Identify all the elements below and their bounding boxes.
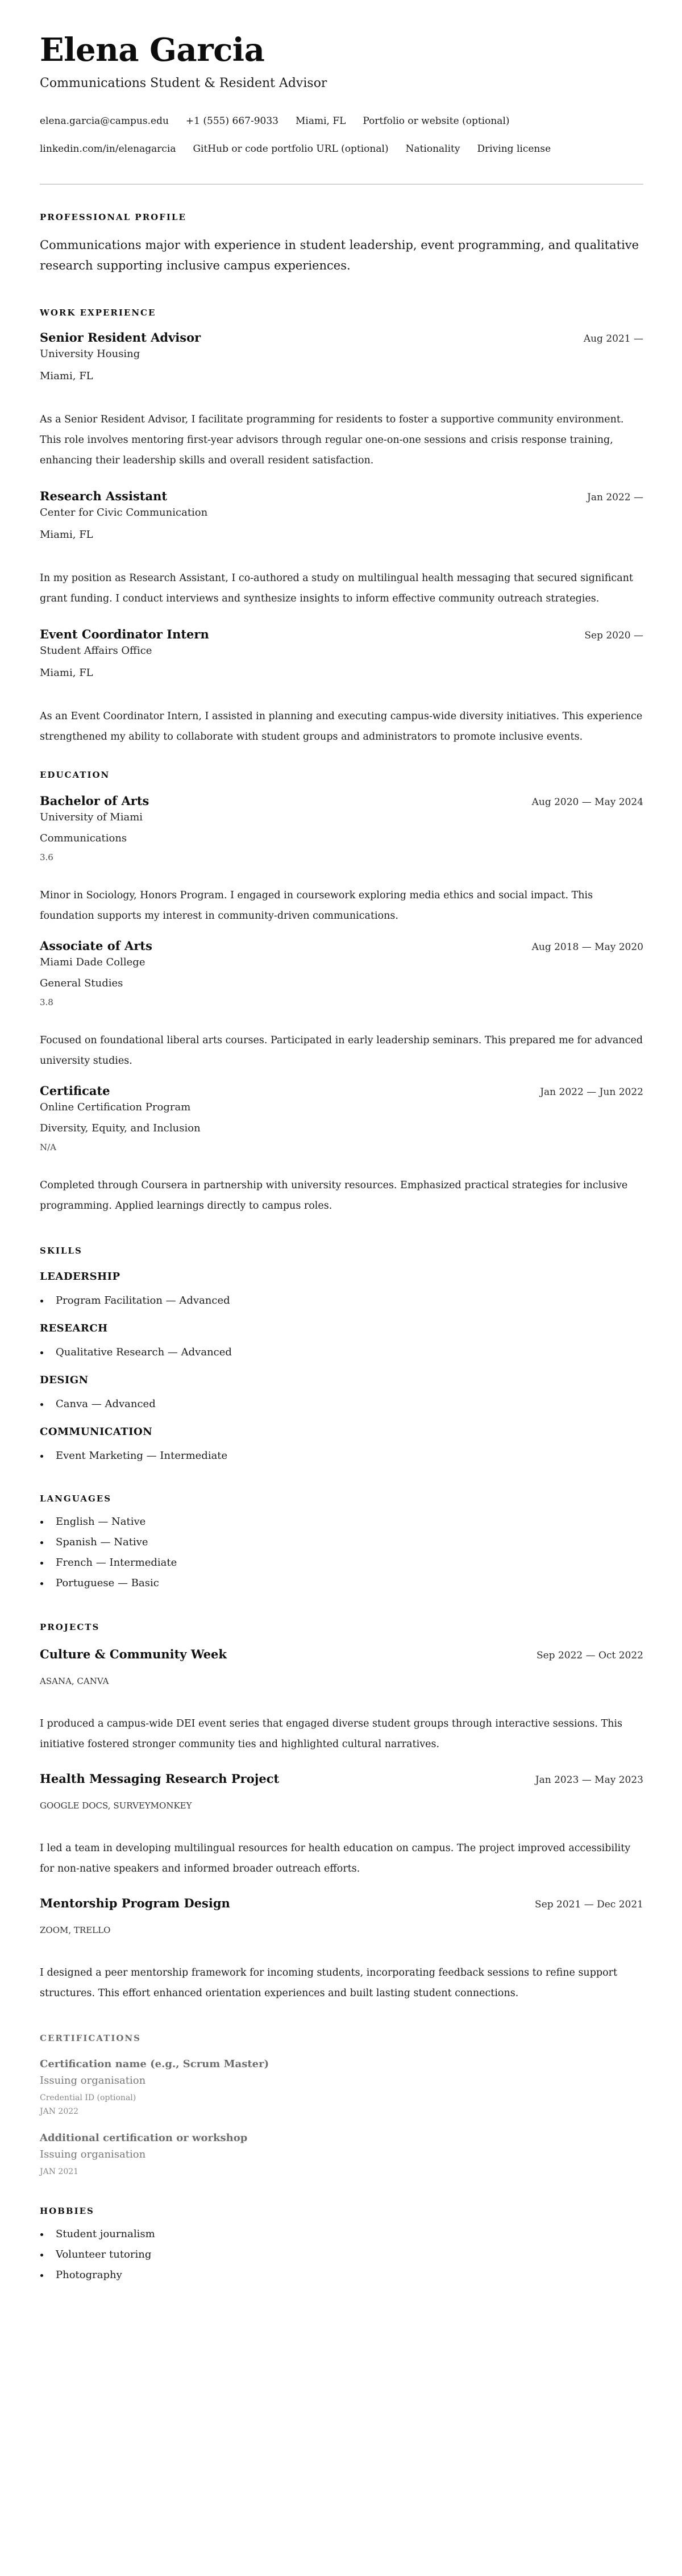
certification-entry	[40, 2058, 643, 2116]
project-name: Health Messaging Research Project	[40, 1771, 280, 1786]
contact-github[interactable]: GitHub or code portfolio URL (optional)	[193, 143, 389, 155]
field-of-study: General Studies	[40, 977, 123, 989]
certification-credential-id: Credential ID (optional)	[40, 2093, 136, 2102]
candidate-headline: Communications Student & Resident Advisor	[40, 76, 327, 90]
contact-nationality: Nationality	[405, 143, 460, 155]
job-title: Event Coordinator Intern	[40, 627, 209, 641]
skill-group	[40, 1374, 643, 1414]
gpa: 3.8	[40, 997, 53, 1007]
certifications-section	[40, 2033, 643, 2176]
field-of-study: Diversity, Equity, and Inclusion	[40, 1122, 201, 1134]
school-name: University of Miami	[40, 811, 143, 823]
job-org: Center for Civic Communication	[40, 506, 208, 518]
job-org: University Housing	[40, 347, 140, 360]
contact-info	[40, 107, 643, 163]
job-date: Aug 2021 —	[583, 333, 643, 345]
project-description: I led a team in developing multilingual resources for health education on campus. The project improved accessibility for non-native speakers and informed broader outreach efforts.	[40, 1842, 631, 1874]
hobby-item: Photography	[40, 2265, 643, 2285]
work-entry	[40, 627, 643, 747]
project-tools: GOOGLE DOCS, SURVEYMONKEY	[40, 1800, 192, 1811]
project-description: I produced a campus-wide DEI event series that engaged diverse student groups through interactive sessions. This initiative fostered stronger community ties and highlighted cultural narratives.	[40, 1718, 622, 1750]
job-title: Senior Resident Advisor	[40, 330, 201, 345]
section-title: PROJECTS	[40, 1621, 100, 1632]
degree-title: Certificate	[40, 1083, 110, 1098]
certification-name: Additional certification or workshop	[40, 2131, 248, 2144]
profile-section	[40, 212, 643, 276]
project-date: Sep 2022 — Oct 2022	[536, 1649, 643, 1661]
work-experience-section	[40, 308, 643, 747]
job-description: As a Senior Resident Advisor, I facilitate programming for residents to foster a supportive community environment. This role involves mentoring first-year advisors through regular one-on-one sessions and crisis response training, enhancing their leadership skills and overall resident satisfaction.	[40, 413, 624, 466]
skill-item: Program Facilitation — Advanced	[40, 1291, 643, 1311]
project-name: Culture & Community Week	[40, 1646, 227, 1661]
project-entry	[40, 1647, 643, 1754]
skill-group	[40, 1271, 643, 1311]
project-entry	[40, 1896, 643, 2003]
hobby-item: Student journalism	[40, 2224, 643, 2245]
certification-org: Issuing organisation	[40, 2148, 146, 2160]
project-tools: ZOOM, TRELLO	[40, 1924, 111, 1935]
hobbies-section	[40, 2206, 643, 2285]
section-title: PROFESSIONAL PROFILE	[40, 211, 186, 222]
skill-item: Event Marketing — Intermediate	[40, 1446, 643, 1466]
language-item: French — Intermediate	[40, 1553, 643, 1573]
education-date: Aug 2020 — May 2024	[531, 796, 643, 808]
project-date: Jan 2023 — May 2023	[535, 1774, 643, 1786]
degree-title: Bachelor of Arts	[40, 793, 149, 808]
gpa: N/A	[40, 1142, 57, 1152]
header-divider	[40, 184, 643, 185]
section-title: WORK EXPERIENCE	[40, 307, 156, 318]
contact-portfolio[interactable]: Portfolio or website (optional)	[363, 115, 510, 127]
job-location: Miami, FL	[40, 666, 93, 679]
skill-category: LEADERSHIP	[40, 1270, 120, 1283]
contact-location: Miami, FL	[295, 115, 346, 127]
gpa: 3.6	[40, 852, 53, 862]
certification-org: Issuing organisation	[40, 2074, 146, 2086]
language-item: Spanish — Native	[40, 1532, 643, 1553]
project-entry	[40, 1772, 643, 1879]
section-title: EDUCATION	[40, 769, 110, 780]
job-description: As an Event Coordinator Intern, I assisted in planning and executing campus-wide diversity initiatives. This experience strengthened my ability to collaborate with student groups and administrators to promote inclusive events.	[40, 710, 643, 742]
field-of-study: Communications	[40, 832, 127, 844]
certification-name: Certification name (e.g., Scrum Master)	[40, 2058, 269, 2070]
school-name: Miami Dade College	[40, 956, 145, 968]
job-date: Sep 2020 —	[584, 629, 643, 641]
certification-date: JAN 2022	[40, 2106, 79, 2116]
job-org: Student Affairs Office	[40, 644, 152, 657]
skill-item: Qualitative Research — Advanced	[40, 1342, 643, 1363]
project-description: I designed a peer mentorship framework for incoming students, incorporating feedback sessions to refine support structures. This effort enhanced orientation experiences and built lasting student connections.	[40, 1967, 618, 1999]
skill-category: COMMUNICATION	[40, 1425, 153, 1438]
contact-driving-license: Driving license	[477, 143, 551, 155]
project-date: Sep 2021 — Dec 2021	[535, 1898, 643, 1910]
skill-group	[40, 1322, 643, 1363]
skill-list	[40, 1291, 643, 1311]
contact-linkedin[interactable]: linkedin.com/in/elenagarcia	[40, 143, 176, 155]
project-tools: ASANA, CANVA	[40, 1675, 109, 1686]
skill-list	[40, 1342, 643, 1363]
skill-category: DESIGN	[40, 1374, 89, 1386]
education-description: Minor in Sociology, Honors Program. I engaged in coursework exploring media ethics and social impact. This foundation supports my interest in community-driven communications.	[40, 889, 593, 922]
section-title: HOBBIES	[40, 2205, 94, 2216]
education-section	[40, 770, 643, 1216]
language-item: Portuguese — Basic	[40, 1573, 643, 1594]
hobby-item: Volunteer tutoring	[40, 2245, 643, 2265]
skills-section	[40, 1246, 643, 1466]
skill-item: Canva — Advanced	[40, 1394, 643, 1414]
skill-group	[40, 1426, 643, 1466]
section-title: CERTIFICATIONS	[40, 2032, 141, 2043]
section-title: SKILLS	[40, 1245, 82, 1256]
language-list	[40, 1512, 643, 1594]
job-location: Miami, FL	[40, 370, 93, 382]
hobby-list	[40, 2224, 643, 2285]
education-date: Aug 2018 — May 2020	[531, 941, 643, 953]
job-location: Miami, FL	[40, 528, 93, 541]
education-entry	[40, 1084, 643, 1216]
degree-title: Associate of Arts	[40, 938, 152, 953]
work-entry	[40, 489, 643, 609]
languages-section	[40, 1494, 643, 1594]
section-title: LANGUAGES	[40, 1493, 112, 1504]
contact-phone[interactable]: +1 (555) 667-9033	[185, 115, 278, 127]
candidate-name: Elena Garcia	[40, 31, 265, 69]
certification-date: JAN 2021	[40, 2167, 79, 2176]
job-date: Jan 2022 —	[587, 491, 643, 503]
projects-section	[40, 1622, 643, 2003]
skill-list	[40, 1394, 643, 1414]
job-title: Research Assistant	[40, 488, 168, 503]
profile-summary: Communications major with experience in student leadership, event programming, and qualitative research supporting inclusive campus experiences.	[40, 238, 639, 272]
resume-header	[40, 33, 643, 185]
contact-email[interactable]: elena.garcia@campus.edu	[40, 115, 169, 127]
education-description: Completed through Coursera in partnership with university resources. Emphasized practical strategies for inclusive programming. Applied learnings directly to campus roles.	[40, 1179, 628, 1212]
skill-list	[40, 1446, 643, 1466]
education-description: Focused on foundational liberal arts courses. Participated in early leadership seminars. This prepared me for advanced university studies.	[40, 1034, 643, 1067]
certification-entry	[40, 2132, 643, 2176]
job-description: In my position as Research Assistant, I co-authored a study on multilingual health messaging that secured significant grant funding. I conduct interviews and synthesize insights to inform effective community outreach strategies.	[40, 572, 633, 604]
education-entry	[40, 939, 643, 1071]
education-date: Jan 2022 — Jun 2022	[540, 1086, 643, 1098]
work-entry	[40, 330, 643, 471]
language-item: English — Native	[40, 1512, 643, 1532]
project-name: Mentorship Program Design	[40, 1895, 230, 1910]
education-entry	[40, 794, 643, 926]
school-name: Online Certification Program	[40, 1101, 191, 1113]
skill-category: RESEARCH	[40, 1322, 108, 1334]
